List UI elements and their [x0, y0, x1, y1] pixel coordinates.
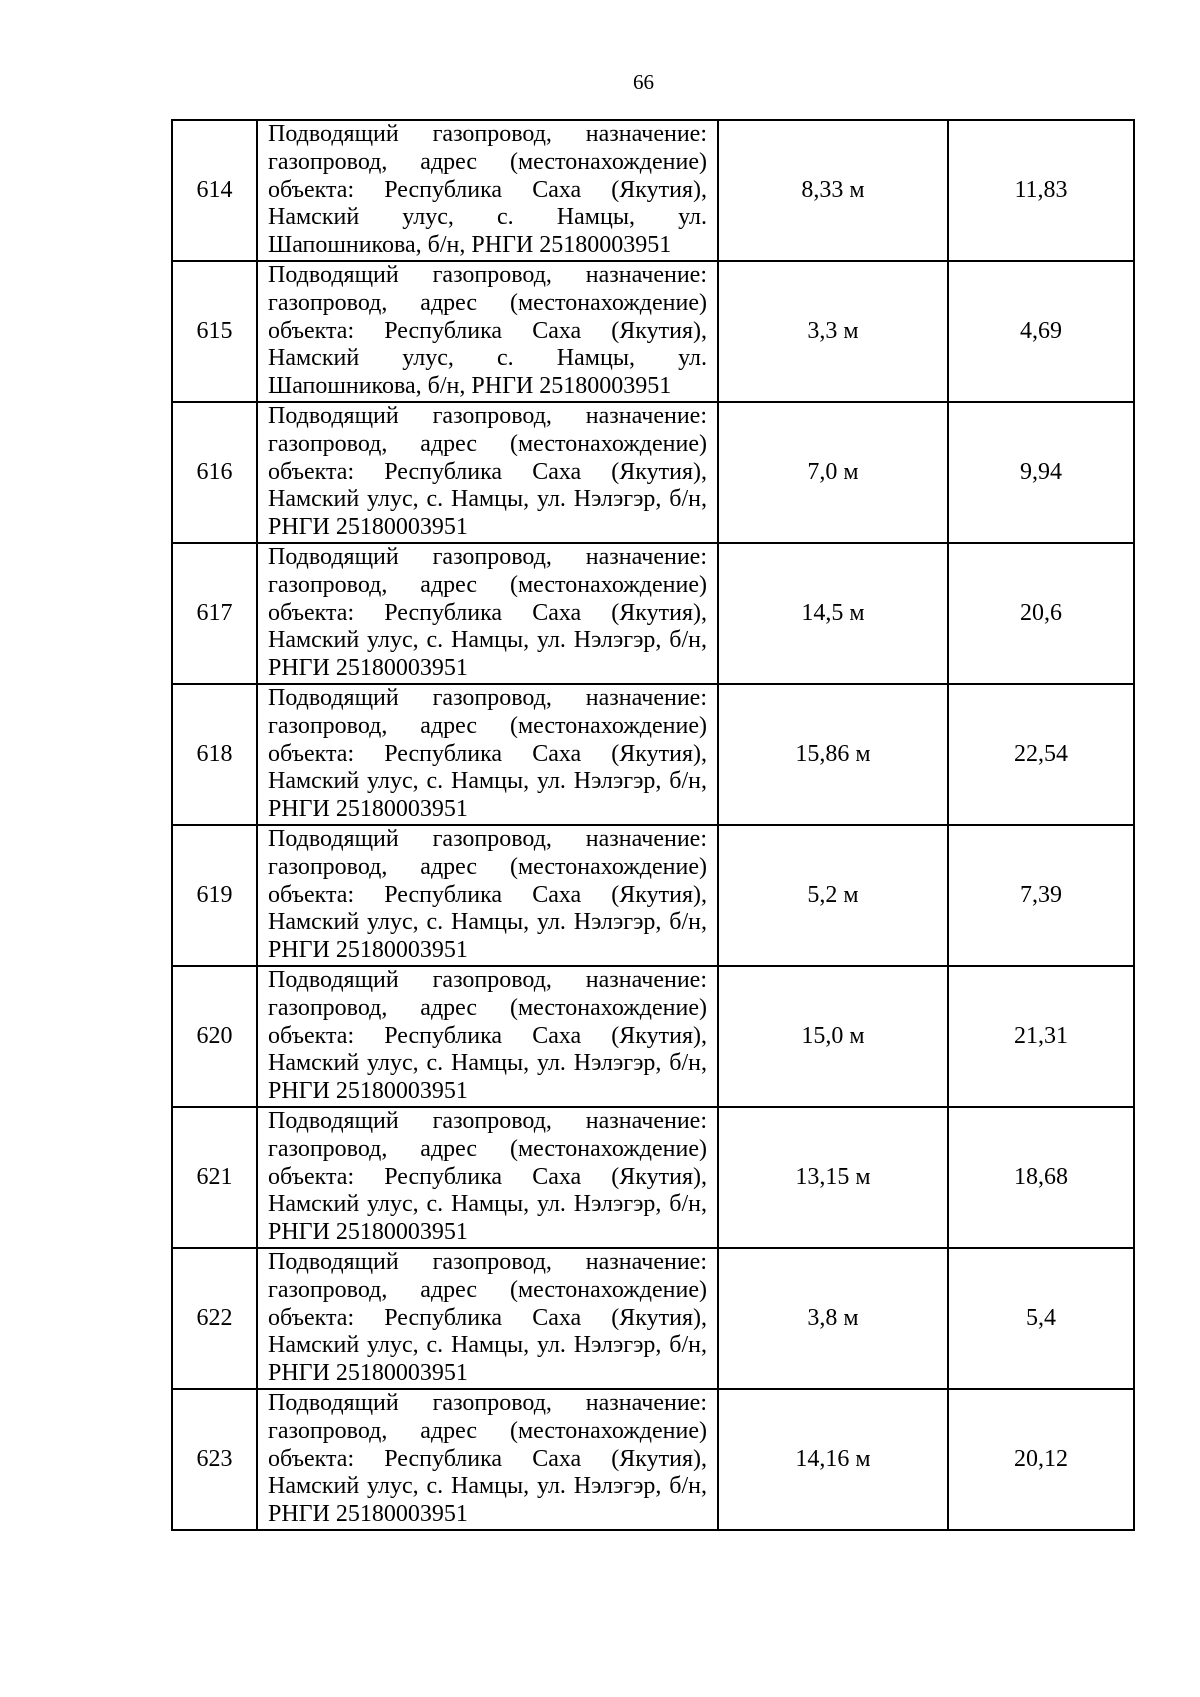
row-length: 14,16 м: [718, 1389, 948, 1530]
table-row: [172, 543, 1134, 684]
row-number: 619: [172, 825, 257, 966]
page-number: 66: [633, 70, 654, 94]
row-length: 7,0 м: [718, 402, 948, 543]
row-value: 20,12: [948, 1389, 1134, 1530]
row-value: 21,31: [948, 966, 1134, 1107]
row-description: Подводящий газопровод, назначение: газопровод, адрес (местонахождение) объекта: Республика Саха (Якутия), Намский улус, с. Намцы, ул. Нэлэгэр, б/н, РНГИ 25180003951: [257, 1248, 718, 1389]
property-table: [171, 119, 1135, 1531]
table-row: [172, 261, 1134, 402]
row-description: Подводящий газопровод, назначение: газопровод, адрес (местонахождение) объекта: Республика Саха (Якутия), Намский улус, с. Намцы, ул. Нэлэгэр, б/н, РНГИ 25180003951: [257, 1389, 718, 1530]
row-description: Подводящий газопровод, назначение: газопровод, адрес (местонахождение) объекта: Республика Саха (Якутия), Намский улус, с. Намцы, ул. Шапошникова, б/н, РНГИ 25180003951: [257, 120, 718, 261]
table-row: [172, 966, 1134, 1107]
row-number: 623: [172, 1389, 257, 1530]
row-description: Подводящий газопровод, назначение: газопровод, адрес (местонахождение) объекта: Республика Саха (Якутия), Намский улус, с. Намцы, ул. Нэлэгэр, б/н, РНГИ 25180003951: [257, 1107, 718, 1248]
table-row: [172, 825, 1134, 966]
row-description: Подводящий газопровод, назначение: газопровод, адрес (местонахождение) объекта: Республика Саха (Якутия), Намский улус, с. Намцы, ул. Нэлэгэр, б/н, РНГИ 25180003951: [257, 543, 718, 684]
row-value: 22,54: [948, 684, 1134, 825]
row-number: 614: [172, 120, 257, 261]
row-value: 7,39: [948, 825, 1134, 966]
row-value: 9,94: [948, 402, 1134, 543]
row-number: 622: [172, 1248, 257, 1389]
row-length: 3,8 м: [718, 1248, 948, 1389]
row-length: 15,0 м: [718, 966, 948, 1107]
table-row: [172, 1248, 1134, 1389]
row-description: Подводящий газопровод, назначение: газопровод, адрес (местонахождение) объекта: Республика Саха (Якутия), Намский улус, с. Намцы, ул. Нэлэгэр, б/н, РНГИ 25180003951: [257, 825, 718, 966]
row-length: 8,33 м: [718, 120, 948, 261]
row-description: Подводящий газопровод, назначение: газопровод, адрес (местонахождение) объекта: Республика Саха (Якутия), Намский улус, с. Намцы, ул. Нэлэгэр, б/н, РНГИ 25180003951: [257, 966, 718, 1107]
table-row: [172, 1107, 1134, 1248]
row-number: 621: [172, 1107, 257, 1248]
row-length: 5,2 м: [718, 825, 948, 966]
row-value: 4,69: [948, 261, 1134, 402]
row-number: 615: [172, 261, 257, 402]
table-row: [172, 1389, 1134, 1530]
row-length: 14,5 м: [718, 543, 948, 684]
table-row: [172, 120, 1134, 261]
table-row: [172, 684, 1134, 825]
row-number: 620: [172, 966, 257, 1107]
table-row: [172, 402, 1134, 543]
row-description: Подводящий газопровод, назначение: газопровод, адрес (местонахождение) объекта: Республика Саха (Якутия), Намский улус, с. Намцы, ул. Шапошникова, б/н, РНГИ 25180003951: [257, 261, 718, 402]
row-number: 616: [172, 402, 257, 543]
row-value: 11,83: [948, 120, 1134, 261]
row-value: 18,68: [948, 1107, 1134, 1248]
row-length: 3,3 м: [718, 261, 948, 402]
row-number: 618: [172, 684, 257, 825]
row-value: 20,6: [948, 543, 1134, 684]
row-description: Подводящий газопровод, назначение: газопровод, адрес (местонахождение) объекта: Республика Саха (Якутия), Намский улус, с. Намцы, ул. Нэлэгэр, б/н, РНГИ 25180003951: [257, 684, 718, 825]
row-length: 15,86 м: [718, 684, 948, 825]
row-length: 13,15 м: [718, 1107, 948, 1248]
row-number: 617: [172, 543, 257, 684]
row-value: 5,4: [948, 1248, 1134, 1389]
row-description: Подводящий газопровод, назначение: газопровод, адрес (местонахождение) объекта: Республика Саха (Якутия), Намский улус, с. Намцы, ул. Нэлэгэр, б/н, РНГИ 25180003951: [257, 402, 718, 543]
